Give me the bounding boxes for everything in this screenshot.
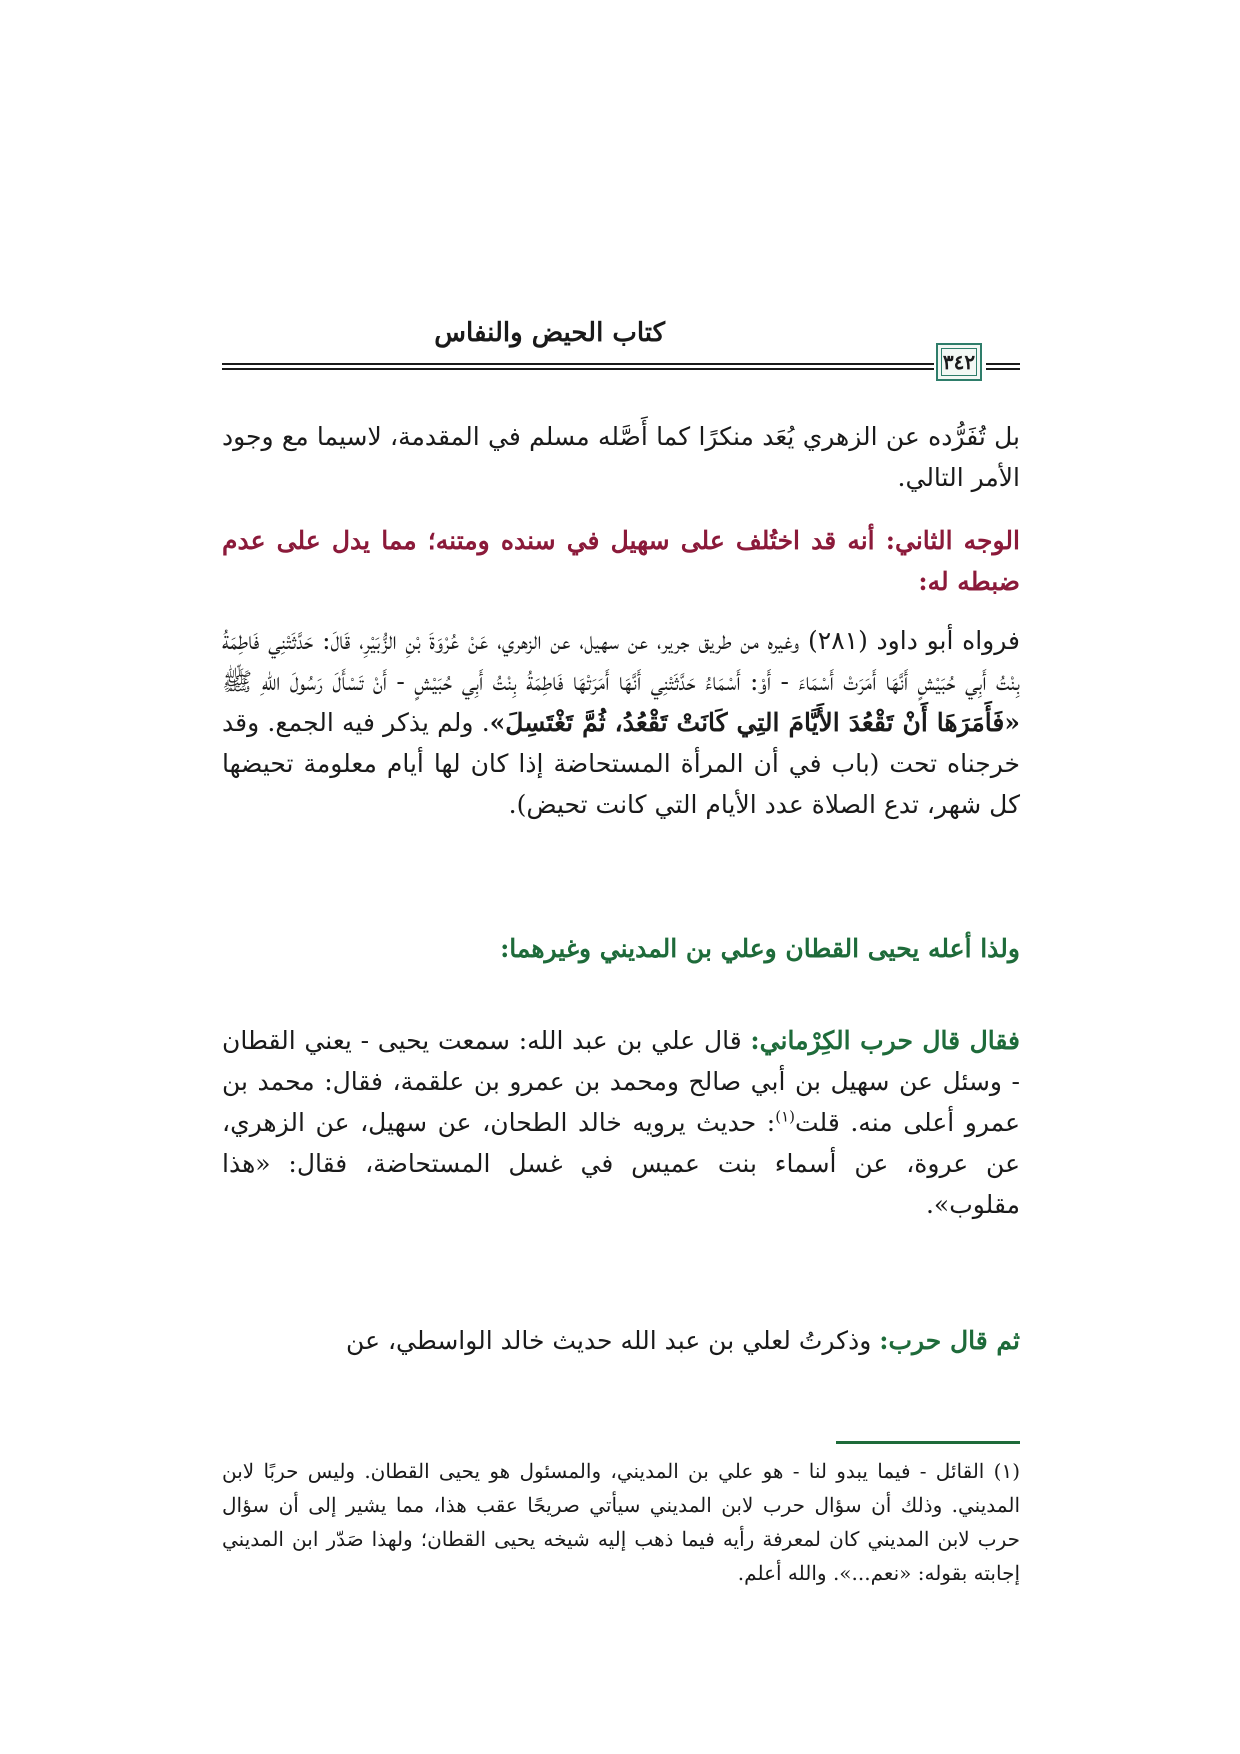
paragraph-2 bbox=[222, 620, 1020, 825]
hadith-chain: فرواه أبو داود (٢٨١) وغيره من طريق جرير، عن سهيل، عن الزهري، عَنْ عُرْوَةَ بْنِ الزُّبَيْرِ، قَالَ: حَدَّثَتْنِي فَاطِمَةُ بِنْتُ أَبِي حُبَيْشٍ أَنَّهَا أَمَرَتْ أَسْمَاءَ - أَوْ: أَسْمَاءُ حَدَّثَتْنِي أَنَّهَا أَمَرَتْهَا فَاطِمَةُ بِنْتُ أَبِي حُبَيْشٍ - أَنْ تَسْأَلَ رَسُولَ اللهِ ﷺ bbox=[222, 626, 1020, 696]
paragraph-body: وذكرتُ لعلي بن عبد الله حديث خالد الواسطي، عن bbox=[346, 1326, 880, 1355]
paragraph-continuation: . ولم يذكر فيه الجمع. وقد خرجناه تحت (باب في أن المرأة المستحاضة إذا كان لها أيام معلومة تحيضها كل شهر، تدع الصلاة عدد الأيام التي كانت تحيض). bbox=[222, 708, 1020, 819]
paragraph-lead: ثم قال حرب: bbox=[879, 1326, 1020, 1355]
paragraph-body: قال علي بن عبد الله: سمعت يحيى - يعني القطان - وسئل عن سهيل بن أبي صالح ومحمد بن عمرو بن علقمة، فقال: محمد بن عمرو أعلى منه. قلت bbox=[222, 1026, 1020, 1137]
paragraph-body-continued: : حديث يرويه خالد الطحان، عن سهيل، عن الزهري، عن عروة، عن أسماء بنت عميس في غسل المستحاضة، فقال: «هذا مقلوب». bbox=[222, 1108, 1020, 1219]
heading-text: ولذا أعله يحيى القطان وعلي بن المديني وغيرهما: bbox=[500, 934, 1020, 963]
footnote-text: (١) القائل - فيما يبدو لنا - هو علي بن المديني، والمسئول هو يحيى القطان. وليس حربًا لابن المديني. وذلك أن سؤال حرب لابن المديني سيأتي صريحًا عقب هذا، مما يشير إلى أن سؤال حرب لابن المديني كان لمعرفة رأيه فيما ذهب إليه شيخه يحيى القطان؛ ولهذا صَدّر ابن المديني إجابته بقوله: «نعم...». والله أعلم. bbox=[222, 1459, 1020, 1585]
paragraph-text bbox=[222, 620, 1020, 825]
paragraph-3 bbox=[222, 1020, 1020, 1225]
page-number-frame bbox=[936, 343, 982, 381]
paragraph-1 bbox=[222, 416, 1020, 498]
running-book-title: كتاب الحيض والنفاس bbox=[434, 318, 665, 348]
paragraph-text bbox=[222, 1020, 1020, 1225]
hadith-quote: «فَأَمَرَهَا أَنْ تَقْعُدَ الأَيَّامَ التِي كَانَتْ تَقْعُدُ، ثُمَّ تَغْتَسِلَ» bbox=[489, 708, 1020, 737]
paragraph-4 bbox=[222, 1320, 1020, 1361]
section-heading-1 bbox=[222, 520, 1020, 602]
footnote-separator bbox=[836, 1441, 1020, 1444]
heading-text: الوجه الثاني: أنه قد اختُلف على سهيل في سنده ومتنه؛ مما يدل على عدم ضبطه له: bbox=[222, 526, 1020, 596]
paragraph-text: بل تُفَرُّده عن الزهري يُعَد منكرًا كما أَصَّله مسلم في المقدمة، لاسيما مع وجود الأمر التالي. bbox=[222, 422, 1020, 492]
footnote-reference[interactable]: (١) bbox=[775, 1107, 795, 1126]
page-number: ٣٤٢ bbox=[942, 350, 976, 374]
header-rule-short bbox=[986, 363, 1020, 370]
footnote-1 bbox=[222, 1454, 1020, 1590]
header-rule bbox=[222, 363, 934, 370]
paragraph-lead: فقال قال حرب الكِرْماني: bbox=[750, 1026, 1020, 1055]
paragraph-text bbox=[222, 1320, 1020, 1361]
section-heading-2 bbox=[222, 928, 1020, 969]
page-header bbox=[222, 318, 1020, 394]
